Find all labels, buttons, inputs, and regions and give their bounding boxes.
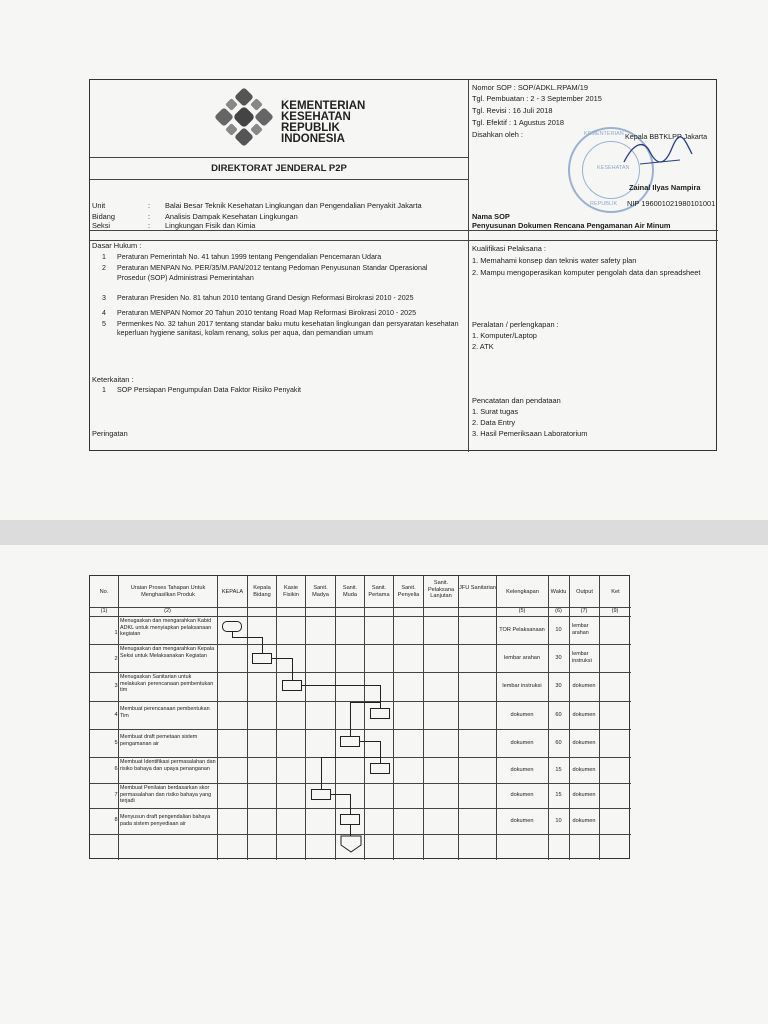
row-kelengkapan: TOR Pelaksanaan [499,627,545,633]
row-output: dokumen [572,767,596,773]
num-2: (2) [164,608,171,614]
header-jfu: JFU Sanitarian [459,585,496,591]
num-6: (6) [555,608,562,614]
row-output: dokumen [572,740,596,746]
num-1: (1) [100,608,108,614]
row-uraian: Menyusun draft pengendalian bahaya pada sistem penyediaan air [120,814,211,827]
peralatan-title: Peralatan / perlengkapan : [472,320,559,329]
header-pertama: Sanit. Pertama [368,585,390,598]
row-kelengkapan: lembar arahan [503,655,541,661]
kualifikasi-item: 2. Mampu mengoperasikan komputer pengolah data dan spreadsheet [472,268,701,277]
tgl-revisi: Tgl. Revisi : 16 Juli 2018 [472,106,553,115]
row-no: 2 [114,656,118,662]
flow-process-box [370,708,390,719]
flow-process-box [370,763,390,774]
approver-nip: NIP 196001021980101001 [627,199,716,208]
nomor-sop: Nomor SOP : SOP/ADKL.RPAM/19 [472,83,588,92]
row-waktu: 15 [555,792,562,798]
bidang-sep: : [148,212,151,221]
pencatatan-item: 2. Data Entry [472,418,516,427]
peralatan-item: 1. Komputer/Laptop [472,331,537,340]
page-gap [0,520,768,545]
flow-offpage-connector-icon [340,835,362,853]
approver-title: Kepala BBTKLPP Jakarta [625,132,708,141]
row-output: lembar arahan [572,623,589,636]
seksi-label: Seksi [92,221,111,230]
row-waktu: 10 [555,818,562,824]
flow-process-box [340,736,360,747]
tgl-efektif: Tgl. Efektif : 1 Agustus 2018 [472,118,565,127]
tgl-pembuatan: Tgl. Pembuatan : 2 - 3 September 2015 [472,94,602,103]
row-waktu: 60 [555,740,562,746]
row-output: lembar instruksi [572,651,592,664]
flow-process-box [311,789,331,800]
header-output: Output [576,589,593,595]
peralatan-item: 2. ATK [472,342,494,351]
flow-table [89,575,630,859]
flow-process-box [282,680,302,691]
num-7: (7) [580,608,588,614]
row-kelengkapan: dokumen [510,767,534,773]
nama-sop-label: Nama SOP [472,212,510,221]
row-kelengkapan: dokumen [510,792,534,798]
bidang-label: Bidang [92,212,116,221]
header-lanjutan: Sanit. Pelaksana Lanjutan [427,580,455,600]
row-uraian: Membuat Identifikasi permasalahan dan risiko bahaya dan upaya penanganan [120,759,216,772]
row-kelengkapan: dokumen [510,712,534,718]
approver-name: Zainal Ilyas Nampira [629,183,701,192]
unit-label: Unit [92,201,106,210]
row-waktu: 10 [555,627,562,633]
sop-header-frame: KEMENTERIAN KESEHATAN REPUBLIK INDONESIA DIREKTORAT JENDERAL P2P Nomor SOP : SOP/ADKL.RPAM/19 Tgl. Pembuatan : 2 - 3 September 2015 Tgl. Revisi : 16 Juli 2018 Tgl. Efektif : 1 Agustus 2018 Disahkan oleh : KEMENTERIAN KESEHATAN REPUBLIK Kepala BBTKLPP Jakarta Zainal Ilyas Nampira NIP 196001021980101001 Unit : Balai Besar Teknik Kesehatan Lingkungan dan Pengendalian Penyakit Jakarta Bidang : Analisis Dampak Kesehatan Lingkungan Seksi : Lingkungan Fisik dan Kimia Nama SOP Penyusunan Dokumen Rencana Pengamanan Air Minum Dasar Hukum : 1 Peraturan Pemerintah No. 41 tahun 1999 tentang Pengendalian Pencemaran Udara 2 Peraturan MENPAN No. PER/35/M.PAN/2012 tentang Pedoman Penyusunan Standar Operasional Prosedur (SOP) Administrasi Pemerintahan 3 Peraturan Presiden No. 81 tahun 2010 tentang Grand Design Reformasi Birokrasi 2010 - 2025 4 Peraturan MENPAN Nomor 20 Tahun 2010 tentang Road Map Reformasi Birokrasi 2010 - 2025 5 Permenkes No. 32 tahun 2017 tentang standar baku mutu kesehatan lingkungan dan persyaratan kesehatan keperluan hygiene sanitasi, kolam renang, solus per aqua, dan pemandian umum Kualifikasi Pelaksana : 1. Memahami konsep dan teknis water safety plan 2. Mampu mengoperasikan komputer pengolah data dan spreadsheet Peralatan / perlengkapan : 1. Komputer/Laptop 2. ATK Keterkaitan : 1 SOP Persiapan Pengumpulan Data Faktor Risiko Penyakit Pencatatan dan pendataan 1. Surat tugas 2. Data Entry 3. Hasil Pemeriksaan Laboratorium Peringatan [89,79,717,451]
header-madya: Sanit. Madya [312,585,329,598]
kualifikasi-title: Kualifikasi Pelaksana : [472,244,546,253]
kemenkes-logo-icon [210,88,278,146]
unit-sep: : [148,201,151,210]
header-kabid: Kepala Bidang [253,585,271,598]
row-uraian: Menugaskan Sanitarian untuk melakukan perencanaan pembentukan tim [120,674,214,694]
official-stamp: KEMENTERIAN KESEHATAN REPUBLIK [568,127,654,213]
row-output: dokumen [572,818,596,824]
row-uraian: Membuat Penilaian berdasarkan skor permasalahan dan risiko bahaya yang terjadi [120,785,212,805]
row-no: 8 [114,817,118,823]
header-no: No. [99,589,109,595]
disahkan-label: Disahkan oleh : [472,130,523,139]
row-no: 3 [114,683,118,689]
header-penyelia: Sanit. Penyelia [397,585,420,598]
row-no: 4 [114,712,118,718]
row-uraian: Membuat perencanaan pembentukan Tim [120,706,210,719]
keterkaitan-title: Keterkaitan : [92,375,134,384]
header-ket: Ket [611,589,620,595]
row-uraian: Menugaskan dan mengarahkan Kepala Seksi untuk Melaksanakan Kegiatan [120,646,215,659]
row-uraian: Membuat draft pemetaan sistem pengamanan air [120,734,198,747]
row-no: 6 [114,766,118,772]
header-kepala: KEPALA [221,589,244,595]
row-no: 1 [114,630,118,636]
peringatan-title: Peringatan [92,429,128,438]
bidang-value: Analisis Dampak Kesehatan Lingkungan [165,212,298,221]
flow-process-box [252,653,272,664]
seksi-value: Lingkungan Fisik dan Kimia [165,221,256,230]
num-5: (5) [518,608,526,614]
row-waktu: 60 [555,712,562,718]
seksi-sep: : [148,221,151,230]
header-kasie: Kasie Fisikin [283,585,299,598]
pencatatan-item: 3. Hasil Pemeriksaan Laboratorium [472,429,588,438]
row-output: dokumen [572,712,596,718]
nama-sop-value: Penyusunan Dokumen Rencana Pengamanan Air Minum [472,221,671,230]
row-kelengkapan: dokumen [510,818,534,824]
header-kelengkapan: Kelengkapan [506,589,539,595]
header-waktu: Waktu [550,589,567,595]
row-kelengkapan: dokumen [510,740,534,746]
ministry-name: KEMENTERIAN KESEHATAN REPUBLIK INDONESIA [281,100,366,145]
row-waktu: 15 [555,767,562,773]
pencatatan-title: Pencatatan dan pendataan [472,396,561,405]
unit-value: Balai Besar Teknik Kesehatan Lingkungan dan Pengendalian Penyakit Jakarta [165,201,422,210]
pencatatan-item: 1. Surat tugas [472,407,519,416]
header-uraian: Uraian Proses Tahapan Untuk Menghasilkan Produk [130,585,206,598]
directorate-title: DIREKTORAT JENDERAL P2P [211,163,347,174]
flow-start-terminator [222,621,242,632]
flowchart-sheet [0,545,768,1024]
row-output: dokumen [572,683,596,689]
row-output: dokumen [572,792,596,798]
flow-process-box [340,814,360,825]
row-no: 7 [114,792,118,798]
kualifikasi-item: 1. Memahami konsep dan teknis water safety plan [472,256,637,265]
dasar-hukum-title: Dasar Hukum : [92,241,142,250]
row-kelengkapan: lembar instruksi [502,683,542,689]
row-uraian: Menugaskan dan mengarahkan Kabid ADKL untuk menyiapkan pelaksanaan kegiatan [120,618,212,638]
row-waktu: 30 [555,655,562,661]
row-waktu: 30 [555,683,562,689]
header-muda: Sanit. Muda [342,585,358,598]
num-9: (9) [611,608,619,614]
row-no: 5 [114,740,118,746]
